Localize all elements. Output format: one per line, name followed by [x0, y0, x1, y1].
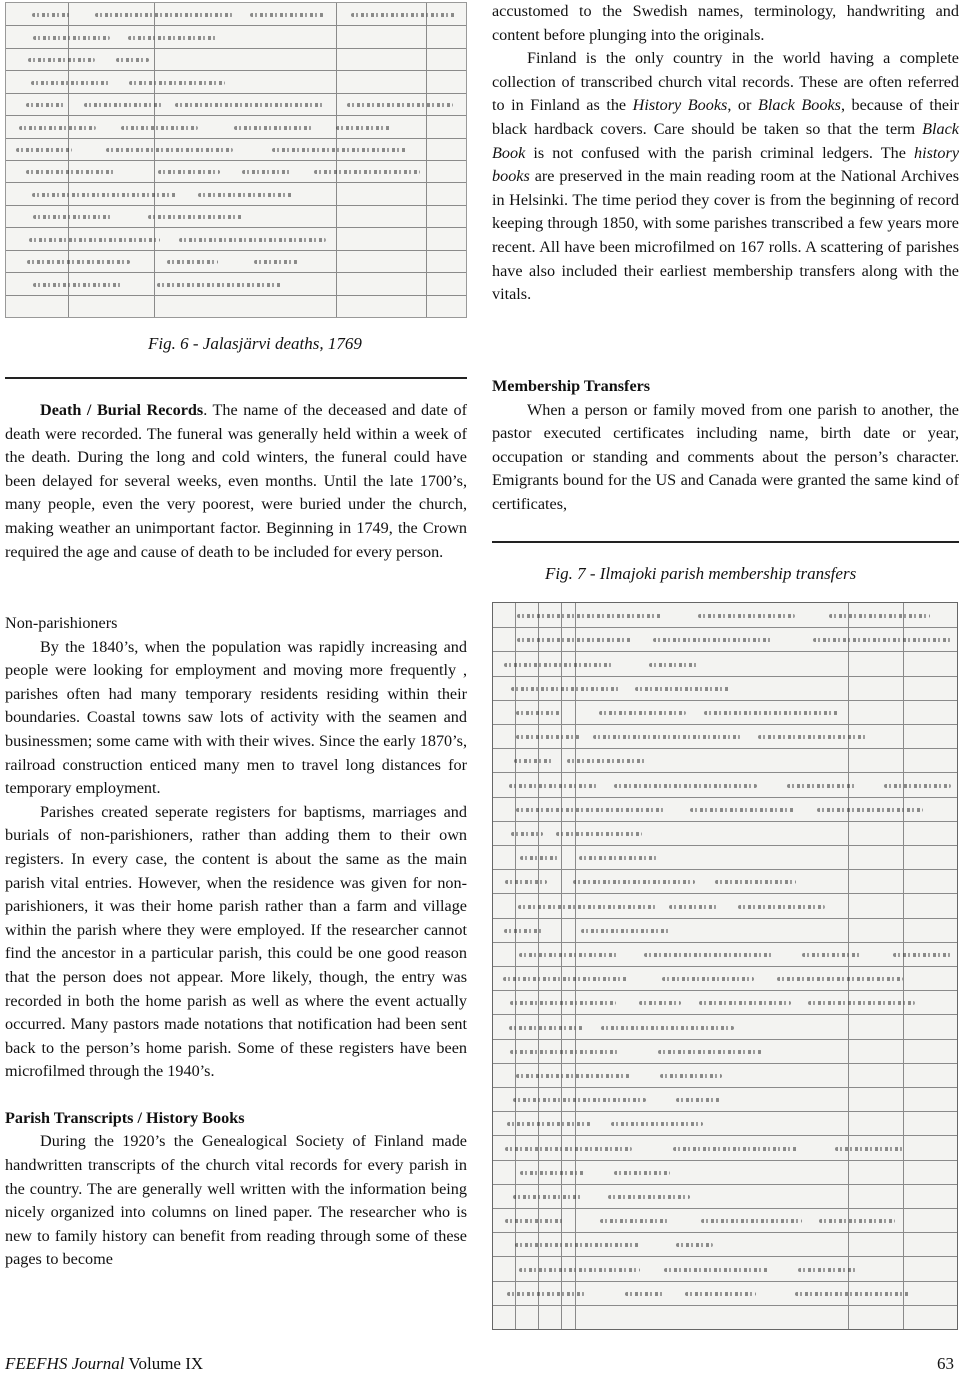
handwriting-mark — [817, 808, 923, 812]
register-row-line — [493, 627, 957, 628]
handwriting-mark — [649, 663, 699, 667]
register-row-line — [493, 990, 957, 991]
membership-transfers-section — [492, 375, 959, 517]
handwriting-mark — [254, 260, 298, 264]
handwriting-mark — [28, 58, 94, 62]
handwriting-mark — [157, 283, 282, 287]
handwriting-mark — [32, 193, 177, 197]
handwriting-mark — [504, 929, 544, 933]
handwriting-mark — [19, 126, 96, 130]
handwriting-mark — [777, 977, 903, 981]
register-row-line — [493, 918, 957, 919]
handwriting-mark — [26, 103, 66, 107]
handwriting-mark — [272, 148, 407, 152]
handwriting-mark — [33, 283, 121, 287]
handwriting-mark — [33, 215, 112, 219]
handwriting-mark — [738, 905, 826, 909]
handwriting-mark — [581, 929, 670, 933]
handwriting-mark — [893, 953, 951, 957]
handwriting-mark — [519, 1268, 640, 1272]
register-row-line — [6, 295, 466, 296]
handwriting-mark — [808, 1001, 915, 1005]
register-row-line — [493, 797, 957, 798]
handwriting-mark — [579, 856, 656, 860]
handwriting-mark — [644, 953, 773, 957]
handwriting-mark — [573, 880, 694, 884]
handwriting-mark — [611, 1122, 703, 1126]
handwriting-mark — [32, 13, 70, 17]
register-row-line — [493, 821, 957, 822]
handwriting-mark — [198, 193, 292, 197]
handwriting-mark — [635, 687, 731, 691]
register-row-line — [493, 1281, 957, 1282]
handwriting-mark — [505, 1219, 565, 1223]
register-row-line — [493, 869, 957, 870]
handwriting-mark — [158, 170, 221, 174]
register-row-line — [493, 1208, 957, 1209]
handwriting-mark — [690, 808, 795, 812]
handwriting-mark — [567, 759, 647, 763]
handwriting-mark — [505, 1147, 632, 1151]
handwriting-mark — [148, 215, 242, 219]
handwriting-mark — [593, 735, 741, 739]
register-row-line — [6, 93, 466, 94]
handwriting-mark — [507, 1292, 584, 1296]
handwriting-mark — [676, 1098, 720, 1102]
handwriting-mark — [802, 953, 862, 957]
handwriting-mark — [175, 103, 325, 107]
register-row-line — [493, 1135, 957, 1136]
handwriting-mark — [662, 977, 753, 981]
handwriting-mark — [511, 687, 621, 691]
register-row-line — [6, 48, 466, 49]
death-records-heading: Death / Burial Records — [40, 401, 204, 419]
continued-paragraph: accustomed to the Swedish names, terminology, handwriting and content before plunging into the originals. — [492, 2, 959, 44]
handwriting-mark — [599, 711, 686, 715]
handwriting-mark — [600, 1219, 668, 1223]
register-row-line — [493, 651, 957, 652]
handwriting-mark — [513, 1098, 646, 1102]
handwriting-mark — [514, 759, 553, 763]
handwriting-mark — [513, 1195, 583, 1199]
handwriting-mark — [758, 735, 867, 739]
handwriting-mark — [26, 170, 117, 174]
handwriting-mark — [33, 36, 110, 40]
handwriting-mark — [516, 735, 580, 739]
non-parishioners-paragraph-2: Parishes created seperate registers for baptisms, marriages and burials of non-parishioners, rather than adding them to their own registers. In every case, the content is about the same as the main parish vital entries. However, when the residence was given for non-parishioners, it was their home parish rather than a farm and village within the parish where they were employed. If the researcher cannot find the ancestor in a particular parish, this could be one good reason that the person does not appear. More likely, though, the entry was recorded in both the home parish as well as where the event actually occurred. Many pastors made notations that notification had been sent back to the person’s home parish. Some of these registers have been microfilmed through the 1940’s. — [5, 802, 467, 1081]
register-row-line — [6, 25, 466, 26]
handwriting-mark — [128, 36, 218, 40]
handwriting-mark — [179, 238, 326, 242]
handwriting-mark — [16, 148, 72, 152]
death-records-section — [5, 399, 467, 564]
handwriting-mark — [29, 238, 161, 242]
register-row-line — [493, 1256, 957, 1257]
register-row-line — [493, 724, 957, 725]
parish-transcripts-heading: Parish Transcripts / History Books — [5, 1108, 245, 1127]
register-row-line — [493, 772, 957, 773]
figure-6-caption: Fig. 6 - Jalasjärvi deaths, 1769 — [148, 334, 362, 353]
non-parishioners-section — [5, 612, 467, 1272]
membership-transfers-heading: Membership Transfers — [492, 377, 651, 395]
figure-7-divider — [492, 541, 959, 543]
history-books-section — [492, 0, 959, 307]
handwriting-mark — [517, 614, 662, 618]
handwriting-mark — [884, 784, 951, 788]
handwriting-mark — [167, 260, 219, 264]
handwriting-mark — [795, 1292, 910, 1296]
handwriting-mark — [106, 148, 233, 152]
handwriting-mark — [234, 126, 312, 130]
handwriting-mark — [614, 784, 757, 788]
handwriting-mark — [31, 81, 111, 85]
register-row-line — [493, 966, 957, 967]
handwriting-mark — [669, 905, 717, 909]
handwriting-mark — [829, 614, 931, 618]
handwriting-mark — [314, 170, 420, 174]
handwriting-mark — [556, 832, 641, 836]
figure-6-divider — [5, 377, 467, 379]
handwriting-mark — [27, 260, 130, 264]
page-number: 63 — [937, 1354, 954, 1373]
death-records-text: . The name of the deceased and date of death were recorded. The funeral was generally held within a week of the death. During the long and cold winters, the funeral could have been delayed for several weeks, even months. Until the late 1700’s, many people, even the very poorest, were buried under the church, making weather an unimportant factor. Beginning in 1749, the Crown required the age and cause of death to be included for every person. — [5, 401, 467, 561]
handwriting-mark — [509, 1026, 583, 1030]
register-row-line — [493, 942, 957, 943]
handwriting-mark — [673, 1147, 799, 1151]
handwriting-mark — [351, 13, 456, 17]
register-row-line — [493, 1039, 957, 1040]
handwriting-mark — [507, 1122, 591, 1126]
non-parishioners-paragraph-1: By the 1840’s, when the population was rapidly increasing and people were looking for employment and moving more frequently , parishes often had many temporary residents residing within their boundaries. Coastal towns saw lots of activity with the seamen and businessmen; some came with with their wives. Since the early 1870’s, railroad construction enticed many men to travel long distances for temporary employment. — [5, 637, 467, 798]
register-row-line — [493, 1063, 957, 1064]
history-books-paragraph: Finland is the only country in the world having a complete collection of transcribed church vital records. These are often referred to in Finland as the History Books, or Black Books, because of their black hardback covers. Care should be taken so that the term Black Book is not confused with the parish criminal ledgers. The history books are preserved in the main reading room at the National Archives in Helsinki. The time period they cover is from the beginning of record keeping through 1850, with some parishes transcribed a few years more recent. All have been microfilmed on 167 rolls. A scattering of parishes have also included their earliest membership transfers along with the vitals. — [492, 49, 960, 304]
register-row-line — [6, 160, 466, 161]
handwriting-mark — [835, 1147, 903, 1151]
figure-7-image — [492, 602, 958, 1330]
handwriting-mark — [819, 1219, 895, 1223]
handwriting-mark — [653, 638, 772, 642]
handwriting-mark — [664, 1268, 769, 1272]
register-row-line — [6, 182, 466, 183]
register-row-line — [493, 1305, 957, 1306]
handwriting-mark — [608, 1195, 691, 1199]
handwriting-mark — [517, 638, 632, 642]
register-row-line — [493, 748, 957, 749]
handwriting-mark — [813, 638, 951, 642]
handwriting-mark — [510, 1050, 618, 1054]
journal-footer: FEEFHS Journal Volume IX — [5, 1354, 204, 1373]
handwriting-mark — [250, 13, 324, 17]
handwriting-mark — [520, 1171, 585, 1175]
handwriting-mark — [503, 977, 628, 981]
handwriting-mark — [519, 953, 617, 957]
figure-6-image — [5, 2, 467, 318]
register-row-line — [6, 272, 466, 273]
membership-transfers-paragraph: When a person or family moved from one parish to another, the pastor executed certificates including name, birth date or year, occupation or standing and comments about the person’s character. Emigrants bound for the US and Canada were granted the same kind of certificates, — [492, 400, 959, 513]
handwriting-mark — [798, 1268, 856, 1272]
handwriting-mark — [658, 1050, 762, 1054]
handwriting-mark — [701, 1219, 802, 1223]
handwriting-mark — [614, 1171, 670, 1175]
handwriting-mark — [516, 808, 664, 812]
handwriting-mark — [520, 856, 558, 860]
non-parishioners-heading: Non-parishioners — [5, 614, 118, 632]
handwriting-mark — [347, 103, 453, 107]
register-row-line — [493, 845, 957, 846]
handwriting-mark — [509, 784, 598, 788]
register-row-line — [493, 676, 957, 677]
handwriting-mark — [116, 58, 150, 62]
handwriting-mark — [518, 905, 656, 909]
register-row-line — [493, 1111, 957, 1112]
register-row-line — [6, 115, 466, 116]
register-row-line — [6, 227, 466, 228]
register-row-line — [493, 1087, 957, 1088]
register-row-line — [6, 205, 466, 206]
register-row-line — [493, 1232, 957, 1233]
handwriting-mark — [505, 880, 547, 884]
register-row-line — [493, 1160, 957, 1161]
handwriting-mark — [516, 1074, 631, 1078]
register-row-line — [493, 1184, 957, 1185]
register-row-line — [493, 700, 957, 701]
handwriting-mark — [84, 103, 162, 107]
handwriting-mark — [515, 1243, 640, 1247]
handwriting-mark — [601, 1026, 734, 1030]
handwriting-mark — [660, 1074, 721, 1078]
handwriting-mark — [787, 784, 856, 788]
register-row-line — [493, 893, 957, 894]
handwriting-mark — [516, 711, 561, 715]
figure-7-caption: Fig. 7 - Ilmajoki parish membership transfers — [545, 564, 857, 583]
handwriting-mark — [704, 711, 839, 715]
handwriting-mark — [625, 1292, 664, 1296]
handwriting-mark — [715, 880, 796, 884]
register-row-line — [6, 70, 466, 71]
handwriting-mark — [639, 1001, 681, 1005]
handwriting-mark — [121, 126, 198, 130]
parish-transcripts-paragraph: During the 1920’s the Genealogical Society of Finland made handwritten transcripts of the church vital records for every parish in the country. The are generally well written with the information being nicely organized into columns on lined paper. The researcher who is new to family history can benefit from reading through some of these pages to become — [5, 1132, 467, 1269]
handwriting-mark — [699, 1001, 791, 1005]
register-row-line — [493, 1014, 957, 1015]
handwriting-mark — [504, 663, 613, 667]
handwriting-mark — [676, 1243, 714, 1247]
handwriting-mark — [698, 614, 795, 618]
handwriting-mark — [95, 13, 234, 17]
register-row-line — [6, 250, 466, 251]
handwriting-mark — [242, 170, 292, 174]
handwriting-mark — [129, 81, 225, 85]
handwriting-mark — [511, 832, 543, 836]
handwriting-mark — [336, 126, 392, 130]
handwriting-mark — [510, 1001, 616, 1005]
register-row-line — [6, 138, 466, 139]
handwriting-mark — [685, 1292, 756, 1296]
